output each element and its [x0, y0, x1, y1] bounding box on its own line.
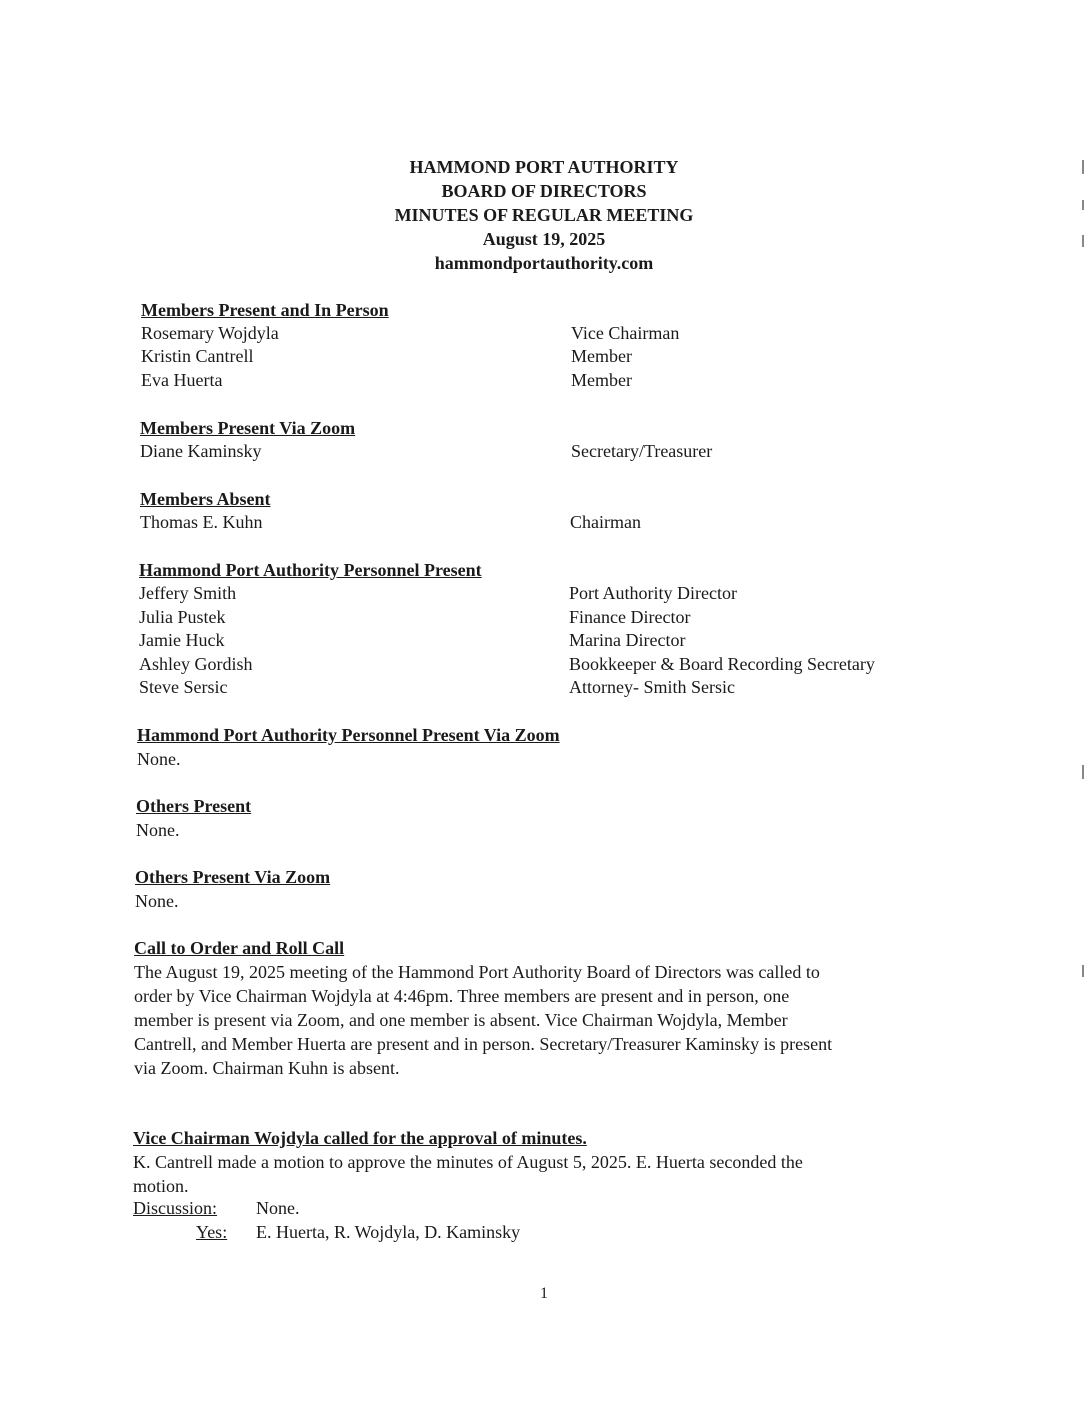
paragraph-line: Cantrell, and Member Huerta are present and in person. Secretary/Treasurer Kaminsky is present [134, 1034, 833, 1054]
approval-minutes-heading: Vice Chairman Wojdyla called for the approval of minutes. [133, 1128, 587, 1148]
others-zoom-heading: Others Present Via Zoom [135, 867, 331, 887]
members-absent-heading: Members Absent [140, 489, 271, 509]
member-role: Secretary/Treasurer [571, 441, 713, 461]
paragraph-line: order by Vice Chairman Wojdyla at 4:46pm. Three members are present and in person, one [134, 986, 790, 1006]
document-title: MINUTES OF REGULAR MEETING [394, 205, 694, 225]
member-role: Vice Chairman [571, 323, 680, 343]
others-present-heading: Others Present [136, 796, 252, 816]
call-to-order-paragraph [134, 960, 944, 1080]
call-to-order-heading: Call to Order and Roll Call [134, 938, 345, 958]
personnel-role: Attorney- Smith Sersic [569, 677, 735, 697]
personnel-name: Ashley Gordish [139, 654, 253, 674]
members-in-person-heading: Members Present and In Person [141, 300, 389, 320]
member-role: Member [571, 370, 632, 390]
discussion-label: Discussion: [133, 1198, 218, 1218]
paragraph-line: K. Cantrell made a motion to approve the minutes of August 5, 2025. E. Huerta seconded the [133, 1152, 803, 1172]
scan-artifact [1082, 200, 1084, 210]
yes-label: Yes: [196, 1222, 228, 1242]
document-header [0, 155, 1088, 275]
member-name: Kristin Cantrell [141, 346, 254, 366]
personnel-role: Port Authority Director [569, 583, 737, 603]
personnel-role: Bookkeeper & Board Recording Secretary [569, 654, 875, 674]
board-name: BOARD OF DIRECTORS [441, 181, 647, 201]
member-name: Eva Huerta [141, 370, 223, 390]
member-name: Thomas E. Kuhn [140, 512, 263, 532]
personnel-role: Finance Director [569, 607, 691, 627]
members-zoom-heading: Members Present Via Zoom [140, 418, 356, 438]
personnel-name: Jeffery Smith [139, 583, 237, 603]
member-role: Member [571, 346, 632, 366]
scan-artifact [1082, 965, 1084, 977]
personnel-zoom-heading: Hammond Port Authority Personnel Present Via Zoom [137, 725, 560, 745]
meeting-date: August 19, 2025 [482, 229, 606, 249]
personnel-role: Marina Director [569, 630, 686, 650]
website: hammondportauthority.com [434, 253, 654, 273]
others-zoom-text: None. [135, 891, 179, 911]
personnel-name: Julia Pustek [139, 607, 226, 627]
org-name: HAMMOND PORT AUTHORITY [409, 157, 679, 177]
paragraph-line: via Zoom. Chairman Kuhn is absent. [134, 1058, 400, 1078]
member-name: Diane Kaminsky [140, 441, 262, 461]
paragraph-line: member is present via Zoom, and one member is absent. Vice Chairman Wojdyla, Member [134, 1010, 788, 1030]
paragraph-line: The August 19, 2025 meeting of the Hammond Port Authority Board of Directors was called to [134, 962, 820, 982]
others-present-text: None. [136, 820, 180, 840]
scan-artifact [1082, 160, 1084, 174]
discussion-value: None. [256, 1198, 300, 1218]
personnel-zoom-text: None. [137, 749, 181, 769]
yes-value: E. Huerta, R. Wojdyla, D. Kaminsky [256, 1222, 521, 1242]
personnel-name: Jamie Huck [139, 630, 225, 650]
page-number: 1 [540, 1285, 548, 1302]
paragraph-line: motion. [133, 1176, 189, 1196]
scan-artifact [1082, 765, 1084, 779]
approval-minutes-paragraph [133, 1150, 943, 1198]
member-name: Rosemary Wojdyla [141, 323, 279, 343]
personnel-name: Steve Sersic [139, 677, 228, 697]
scan-artifact [1082, 235, 1084, 247]
member-role: Chairman [570, 512, 641, 532]
personnel-present-heading: Hammond Port Authority Personnel Present [139, 560, 482, 580]
